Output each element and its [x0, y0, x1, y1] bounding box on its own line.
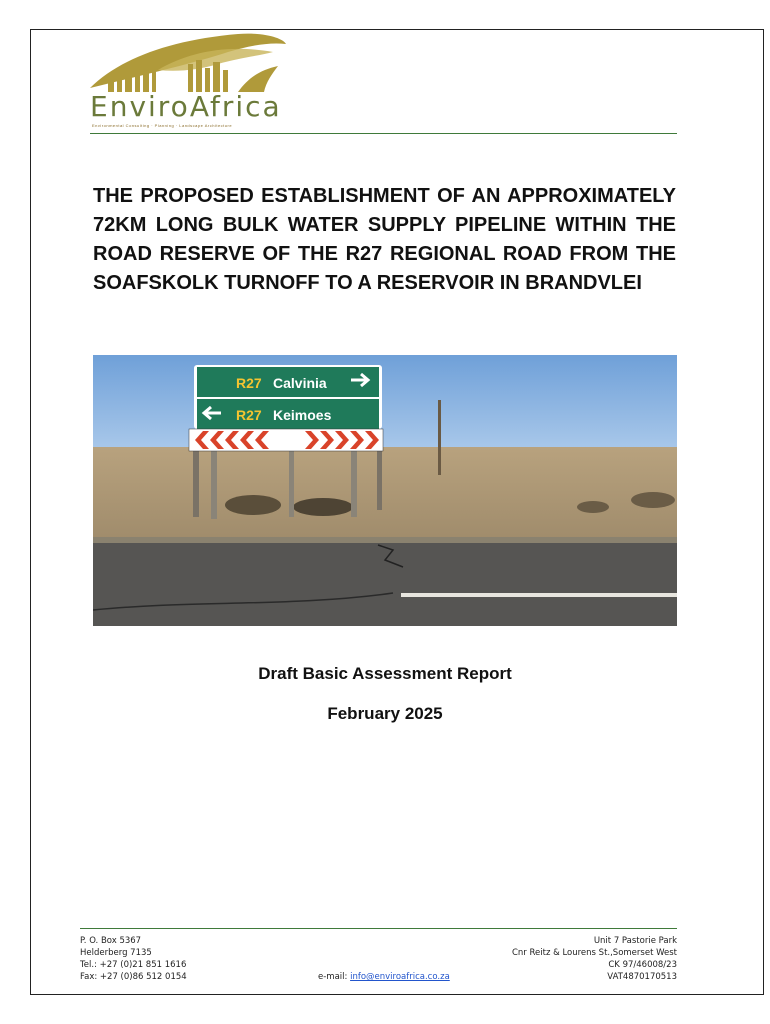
sign-route-bottom: R27: [236, 407, 262, 423]
cover-photo: [93, 355, 677, 626]
footer-physical-address: [430, 935, 677, 983]
enviroafrica-logo: [88, 30, 288, 130]
footer-line: VAT4870170513: [607, 972, 677, 982]
footer-postal-address: [80, 935, 187, 983]
footer-line: P. O. Box 5367: [80, 936, 142, 946]
sign-route-top: R27: [236, 375, 262, 391]
footer-line: Fax: +27 (0)86 512 0154: [80, 972, 187, 982]
report-subtitle: Draft Basic Assessment Report: [258, 664, 512, 683]
email-label: e-mail:: [318, 972, 348, 982]
sign-destination-top: Calvinia: [273, 375, 327, 391]
footer-line: Helderberg 7135: [80, 948, 152, 958]
footer-divider: [80, 928, 677, 929]
logo-wordmark: EnviroAfrica: [90, 90, 282, 123]
sign-destination-bottom: Keimoes: [273, 407, 332, 423]
footer-line: Cnr Reitz & Lourens St.,Somerset West: [511, 948, 677, 958]
report-date: February 2025: [327, 704, 443, 723]
header-divider: [90, 133, 677, 134]
email-link[interactable]: info@enviroafrica.co.za: [350, 972, 450, 982]
footer-line: Tel.: +27 (0)21 851 1616: [80, 960, 187, 970]
document-title: THE PROPOSED ESTABLISHMENT OF AN APPROXIMATELY 72KM LONG BULK WATER SUPPLY PIPELINE WITHIN THE ROAD RESERVE OF THE R27 REGIONAL ROAD FROM THE SOAFSKOLK TURNOFF TO A RESERVOIR IN BRANDVLEI: [93, 185, 676, 294]
footer-line: CK 97/46008/23: [608, 960, 677, 970]
footer-line: Unit 7 Pastorie Park: [593, 936, 677, 946]
skyline-leaf-icon: [88, 30, 288, 92]
logo-tagline: Environmental Consulting · Planning · Landscape Architecture: [92, 123, 233, 128]
